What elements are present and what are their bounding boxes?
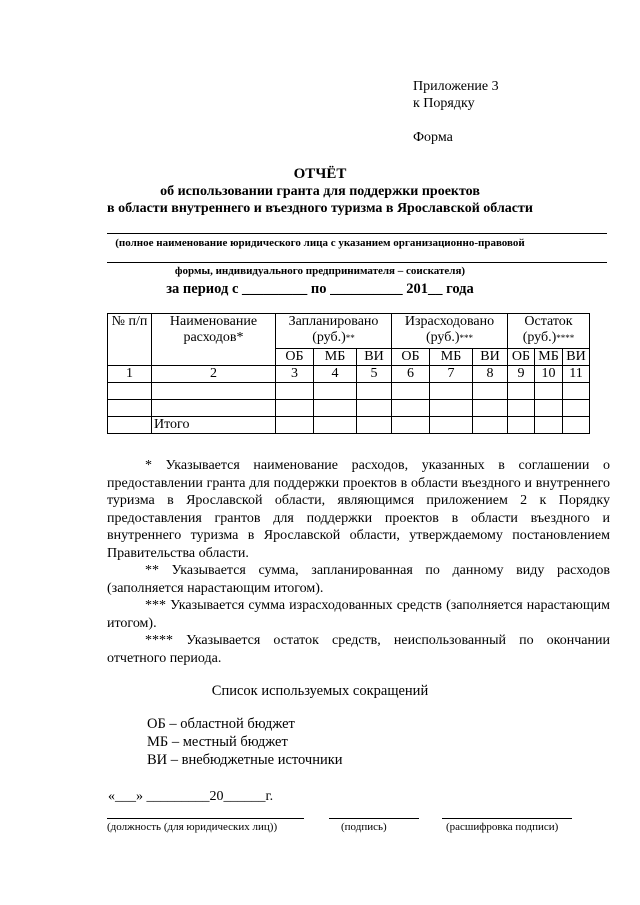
table-row bbox=[108, 383, 590, 400]
sub-mb: МБ bbox=[314, 349, 357, 366]
header-name: Наименование расходов* bbox=[152, 314, 276, 366]
sub-vi: ВИ bbox=[563, 349, 590, 366]
sub-ob: ОБ bbox=[508, 349, 535, 366]
sub-mb: МБ bbox=[430, 349, 473, 366]
col-number: 9 bbox=[508, 366, 535, 383]
sub-ob: ОБ bbox=[392, 349, 430, 366]
report-title: ОТЧЁТ bbox=[293, 166, 347, 182]
header-rest: Остаток (руб.)**** bbox=[508, 314, 590, 349]
entity-name-line-2 bbox=[107, 262, 607, 263]
signature-label: (подпись) bbox=[341, 821, 387, 833]
col-number: 2 bbox=[152, 366, 276, 383]
appendix-label: Приложение 3 bbox=[413, 79, 499, 94]
abbr-ob: ОБ – областной бюджет bbox=[147, 716, 295, 732]
entity-caption-1: (полное наименование юридического лица с указанием организационно-правовой bbox=[115, 237, 525, 249]
col-number: 8 bbox=[473, 366, 508, 383]
appendix-header bbox=[413, 78, 499, 146]
col-number: 6 bbox=[392, 366, 430, 383]
column-numbers-row bbox=[108, 366, 590, 383]
footnote-1: * Указывается наименование расходов, указанных в соглашении о предоставлении гранта для поддержки проектов в области въездного и внутреннего туризма в Ярославской области, являющимся приложением 2 к Порядку предоставления грантов для поддержки проектов в области въездного и внутреннего туризма в Ярославской области, утверждаемому постановлением Правительства области. bbox=[107, 458, 610, 561]
sub-vi: ВИ bbox=[357, 349, 392, 366]
header-planned: Запланировано (руб.)** bbox=[276, 314, 392, 349]
abbreviations-title: Список используемых сокращений bbox=[211, 683, 429, 699]
col-number: 5 bbox=[357, 366, 392, 383]
decode-label: (расшифровка подписи) bbox=[446, 821, 559, 833]
entity-caption-2: формы, индивидуального предпринимателя – соискателя) bbox=[174, 265, 466, 277]
order-label: к Порядку bbox=[413, 96, 475, 111]
total-row bbox=[108, 417, 590, 434]
abbr-mb: МБ – местный бюджет bbox=[147, 734, 288, 750]
abbr-vi: ВИ – внебюджетные источники bbox=[147, 752, 343, 768]
footnote-2: ** Указывается сумма, запланированная по данному виду расходов (заполняется нарастающим итогом). bbox=[107, 563, 610, 596]
footnote-4: **** Указывается остаток средств, неиспользованный по окончании отчетного периода. bbox=[107, 633, 610, 666]
entity-name-line bbox=[107, 233, 607, 234]
header-spent: Израсходовано (руб.)*** bbox=[392, 314, 508, 349]
col-number: 4 bbox=[314, 366, 357, 383]
report-table bbox=[107, 313, 590, 434]
col-number: 11 bbox=[563, 366, 590, 383]
form-label: Форма bbox=[413, 130, 453, 145]
col-number: 10 bbox=[535, 366, 563, 383]
signature-line bbox=[329, 818, 419, 819]
table-row bbox=[108, 400, 590, 417]
sub-vi: ВИ bbox=[473, 349, 508, 366]
sub-ob: ОБ bbox=[276, 349, 314, 366]
position-line bbox=[107, 818, 304, 819]
header-no: № п/п bbox=[108, 314, 152, 366]
total-label: Итого bbox=[152, 417, 276, 434]
footnote-3: *** Указывается сумма израсходованных средств (заполняется нарастающим итогом). bbox=[107, 598, 610, 631]
report-subtitle-1: об использовании гранта для поддержки проектов bbox=[160, 184, 480, 199]
col-number: 1 bbox=[108, 366, 152, 383]
report-subtitle-2: в области внутреннего и въездного туризма в Ярославской области bbox=[107, 201, 533, 216]
footnotes bbox=[107, 457, 610, 667]
decode-line bbox=[442, 818, 572, 819]
date-field: «___» _________20______г. bbox=[108, 789, 274, 804]
position-label: (должность (для юридических лиц)) bbox=[107, 821, 278, 833]
col-number: 3 bbox=[276, 366, 314, 383]
sub-mb: МБ bbox=[535, 349, 563, 366]
col-number: 7 bbox=[430, 366, 473, 383]
period-line: за период с _________ по __________ 201__ года bbox=[166, 281, 474, 297]
